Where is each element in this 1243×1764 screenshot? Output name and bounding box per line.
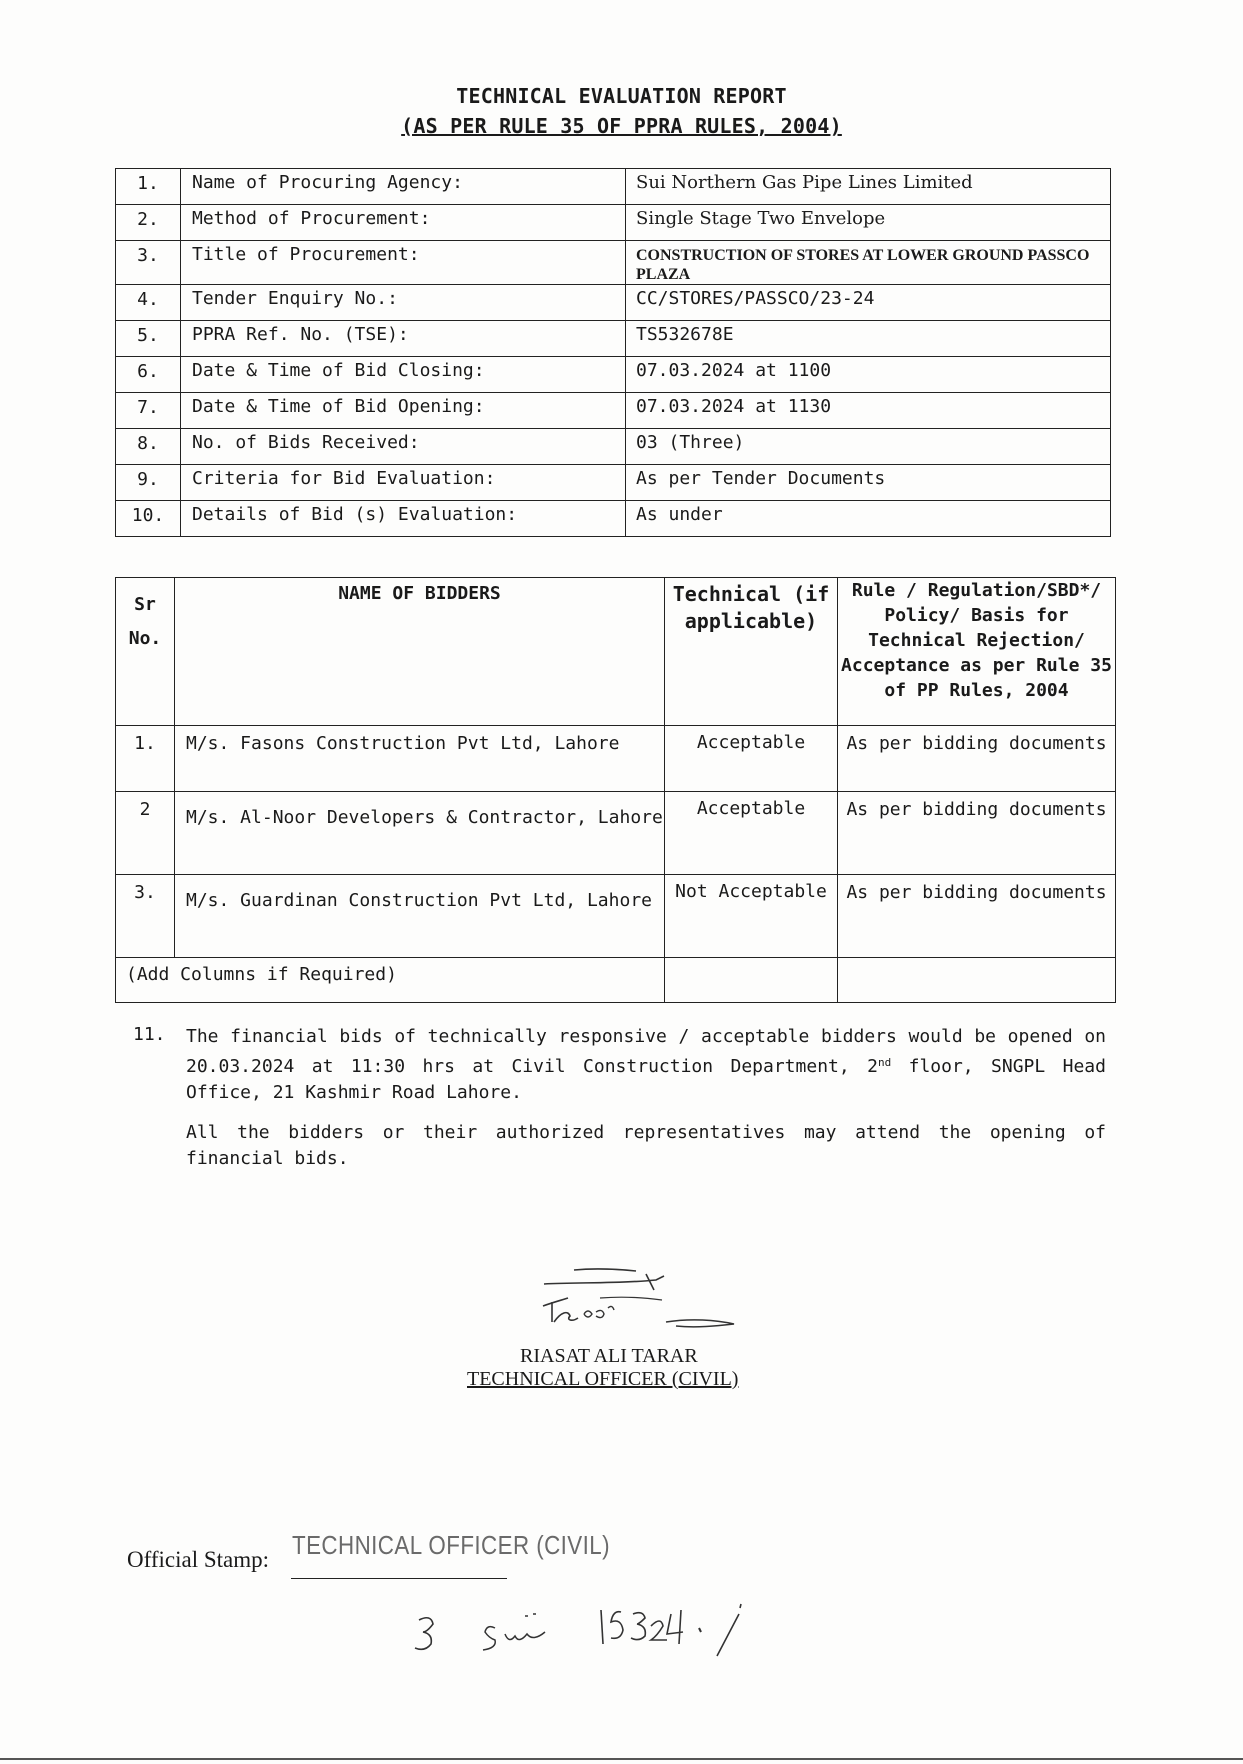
header-sr-line1: Sr (134, 594, 156, 615)
info-row (116, 241, 1111, 285)
procurement-info-table (115, 168, 1111, 537)
signature (466, 1262, 806, 1352)
info-row (116, 501, 1111, 537)
info-row-value: Sui Northern Gas Pipe Lines Limited (626, 169, 1111, 205)
table-footer-row (116, 958, 1116, 1003)
bidder-name: M/s. Guardinan Construction Pvt Ltd, Lahore (175, 875, 665, 958)
paragraph-11-text-a: The financial bids of technically responsive / acceptable bidders would be opened on 20.03.2024 at 11:30 hrs at Civil Construction Department, 2 (186, 1026, 1106, 1077)
bidders-header-row (116, 578, 1116, 726)
bidder-name: M/s. Al-Noor Developers & Contractor, Lahore (175, 792, 665, 875)
info-row-number: 8. (116, 429, 181, 465)
info-row-label: Title of Procurement: (181, 241, 626, 285)
official-stamp: TECHNICAL OFFICER (CIVIL) (292, 1530, 611, 1560)
bidder-sr: 2 (116, 792, 175, 875)
table-row (116, 792, 1116, 875)
info-row-label: Date & Time of Bid Opening: (181, 393, 626, 429)
bidders-table (115, 577, 1116, 1003)
header-technical: Technical (if applicable) (665, 578, 838, 726)
bidder-sr: 1. (116, 726, 175, 792)
official-stamp-label: Official Stamp: (127, 1547, 270, 1572)
info-row-value: CONSTRUCTION OF STORES AT LOWER GROUND PASSCO PLAZA (626, 241, 1111, 285)
info-row-label: Name of Procuring Agency: (181, 169, 626, 205)
info-row-number: 10. (116, 501, 181, 537)
info-row-label: PPRA Ref. No. (TSE): (181, 321, 626, 357)
info-row-label: No. of Bids Received: (181, 429, 626, 465)
add-columns-note: (Add Columns if Required) (116, 958, 665, 1003)
paragraph-attendance: All the bidders or their authorized representatives may attend the opening of financial bids. (186, 1122, 1106, 1169)
signatory-name: RIASAT ALI TARAR (520, 1345, 698, 1367)
header-sr-line2: No. (128, 628, 162, 649)
info-row (116, 205, 1111, 241)
paragraph-11 (186, 1024, 1106, 1106)
info-row-value: As under (626, 501, 1111, 537)
info-row (116, 465, 1111, 501)
bidder-sr: 3. (116, 875, 175, 958)
table-row (116, 875, 1116, 958)
info-row-value: 07.03.2024 at 1130 (626, 393, 1111, 429)
bidder-name: M/s. Fasons Construction Pvt Ltd, Lahore (175, 726, 665, 792)
info-row-label: Criteria for Bid Evaluation: (181, 465, 626, 501)
bidder-basis: As per bidding documents (838, 875, 1116, 958)
bidder-basis: As per bidding documents (838, 792, 1116, 875)
empty-cell (838, 958, 1116, 1003)
info-row-value: Single Stage Two Envelope (626, 205, 1111, 241)
info-row (116, 169, 1111, 205)
info-row-value: TS532678E (626, 321, 1111, 357)
paragraph-11-number: 11. (133, 1024, 166, 1045)
header-sr-no (116, 578, 175, 726)
info-row-value: CC/STORES/PASSCO/23-24 (626, 285, 1111, 321)
info-row-number: 4. (116, 285, 181, 321)
info-row-number: 3. (116, 241, 181, 285)
info-row-label: Method of Procurement: (181, 205, 626, 241)
info-row (116, 393, 1111, 429)
info-row-value: As per Tender Documents (626, 465, 1111, 501)
stamp-underline (291, 1578, 507, 1579)
info-row-number: 1. (116, 169, 181, 205)
bidder-basis: As per bidding documents (838, 726, 1116, 792)
report-title: TECHNICAL EVALUATION REPORT (456, 84, 787, 108)
info-row (116, 357, 1111, 393)
info-row-value: 03 (Three) (626, 429, 1111, 465)
info-row-value: 07.03.2024 at 1100 (626, 357, 1111, 393)
info-row-number: 2. (116, 205, 181, 241)
page-bottom-edge (0, 1758, 1243, 1760)
bidder-technical-status: Not Acceptable (665, 875, 838, 958)
signatory-designation: TECHNICAL OFFICER (CIVIL) (467, 1368, 739, 1390)
info-row-label: Tender Enquiry No.: (181, 285, 626, 321)
info-row-label: Details of Bid (s) Evaluation: (181, 501, 626, 537)
bidder-technical-status: Acceptable (665, 726, 838, 792)
info-row-number: 6. (116, 357, 181, 393)
bidder-technical-status: Acceptable (665, 792, 838, 875)
info-row (116, 321, 1111, 357)
info-row-number: 5. (116, 321, 181, 357)
header-name-of-bidders: NAME OF BIDDERS (175, 578, 665, 726)
ordinal-suffix: nd (877, 1056, 892, 1069)
info-row (116, 285, 1111, 321)
info-row-label: Date & Time of Bid Closing: (181, 357, 626, 393)
info-row (116, 429, 1111, 465)
table-row (116, 726, 1116, 792)
report-subtitle: (AS PER RULE 35 OF PPRA RULES, 2004) (401, 114, 842, 138)
handwritten-note (405, 1600, 825, 1670)
info-row-number: 9. (116, 465, 181, 501)
header-rule-basis: Rule / Regulation/SBD*/ Policy/ Basis for Technical Rejection/ Acceptance as per Rule 35 of PP Rules, 2004 (838, 578, 1116, 726)
info-row-number: 7. (116, 393, 181, 429)
empty-cell (665, 958, 838, 1003)
paragraph-11-text-b: floor, SNGPL Head Office, 21 Kashmir Road Lahore. (186, 1056, 1106, 1103)
